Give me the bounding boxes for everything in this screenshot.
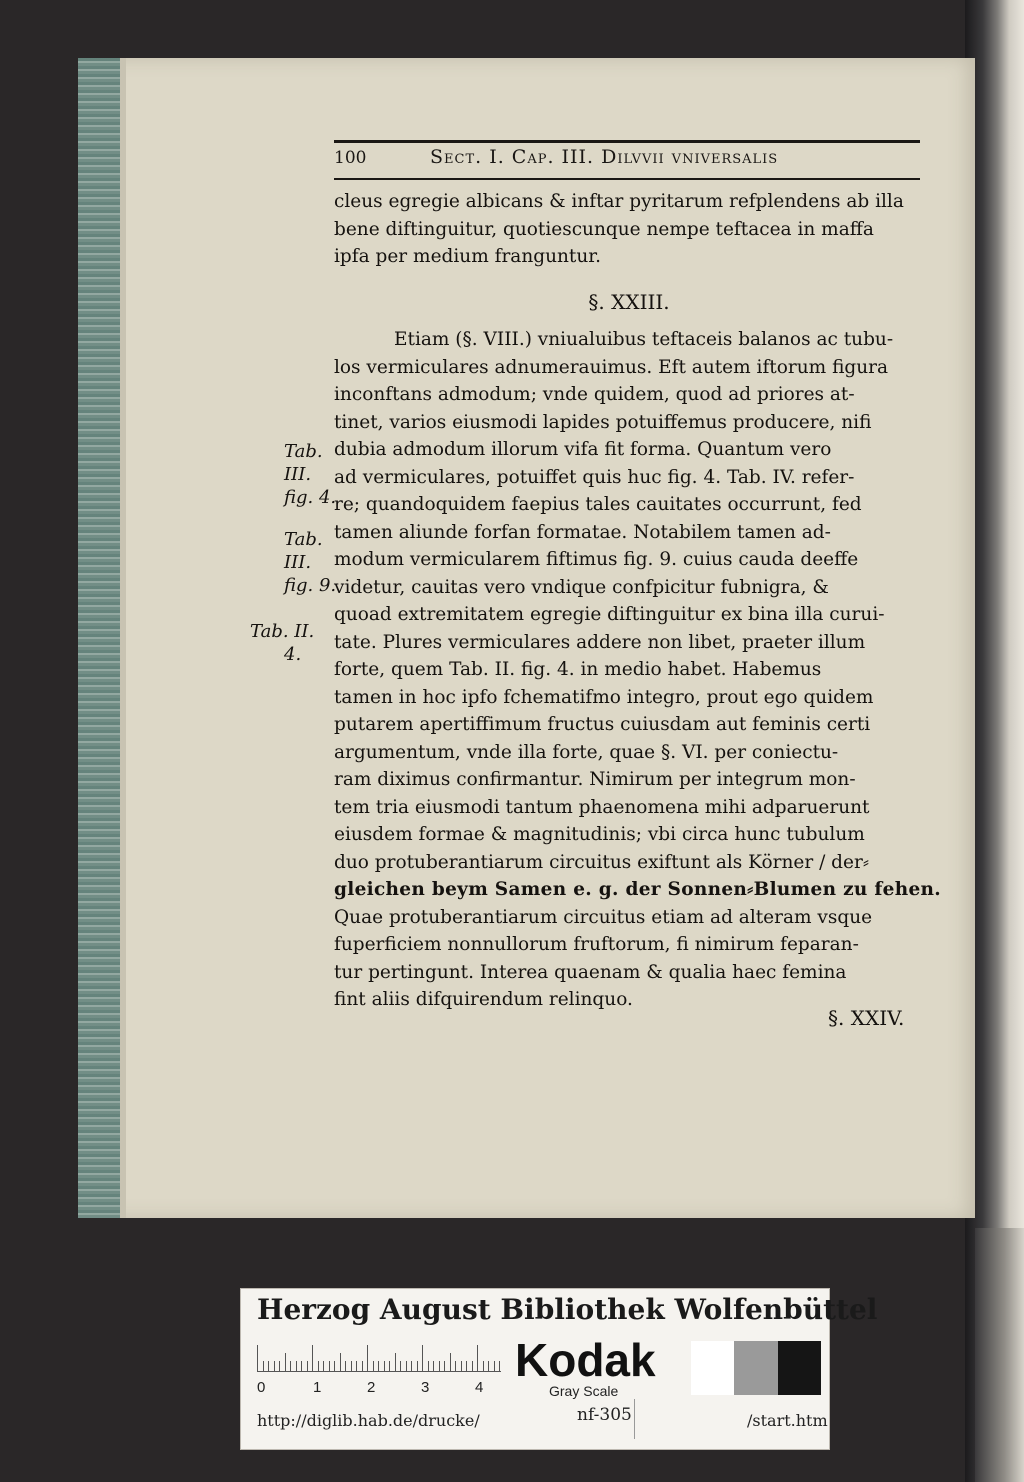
text-line: argumentum, vnde illa forte, quae §. VI. per coniectu- — [334, 741, 839, 763]
text-line-fraktur: gleichen beym Samen e. g. der Sonnen⸗Blumen zu fehen. — [334, 879, 942, 900]
ruler-tick — [450, 1353, 451, 1371]
ruler-tick — [384, 1361, 385, 1371]
ruler-number: 2 — [367, 1379, 376, 1396]
margin-note-line: Tab. II. — [250, 621, 315, 642]
margin-note-line: fig. 4. — [284, 487, 337, 508]
margin-note-line: Tab. — [284, 529, 323, 550]
margin-note-line: III. — [284, 464, 312, 485]
page-binding — [78, 58, 120, 1218]
header-rule-top — [334, 140, 920, 143]
text-line: re; quandoquidem faepius tales cauitates occurrunt, fed — [334, 494, 862, 515]
ruler-tick — [411, 1361, 412, 1371]
ruler-number: 1 — [313, 1379, 322, 1396]
ruler-tick — [455, 1361, 456, 1371]
ruler-tick — [285, 1353, 286, 1371]
ruler-tick — [428, 1361, 429, 1371]
start-path: /start.htm — [747, 1411, 828, 1430]
ruler-tick — [488, 1361, 489, 1371]
text-line: Quae protuberantiarum circuitus etiam ad alteram vsque — [334, 906, 873, 928]
ruler-tick — [466, 1361, 467, 1371]
text-line: ipfa per medium franguntur. — [334, 246, 601, 267]
text-line: putarem apertiffimum fructus cuiusdam aut feminis certi — [334, 714, 871, 735]
margin-note — [284, 528, 336, 597]
ruler-tick — [417, 1361, 418, 1371]
ruler-tick — [400, 1361, 401, 1371]
gray-patch-white — [691, 1341, 734, 1395]
ruler-tick — [367, 1345, 368, 1371]
ruler-tick — [373, 1361, 374, 1371]
text-line: videtur, cauitas vero vndique confpicitur fubnigra, & — [334, 576, 829, 598]
ruler-tick — [318, 1361, 319, 1371]
text-line: los vermiculares adnumerauimus. Eft autem iftorum figura — [334, 356, 889, 378]
ruler-tick — [334, 1361, 335, 1371]
text-line: modum vermicularem fiftimus fig. 9. cuius cauda deeffe — [334, 549, 859, 570]
ruler-tick — [340, 1353, 341, 1371]
ruler-number: 4 — [475, 1379, 484, 1396]
text-line: tamen in hoc ipfo fchematifmo integro, prout ego quidem — [334, 686, 874, 708]
text-line: tate. Plures vermiculares addere non libet, praeter illum — [334, 631, 866, 653]
text-line: bene diftinguitur, quotiescunque nempe teftacea in maffa — [334, 218, 874, 240]
ruler-tick — [345, 1361, 346, 1371]
text-line: fint aliis difquirendum relinquo. — [334, 989, 633, 1010]
text-line: ad vermiculares, potuiffet quis huc fig. 4. Tab. IV. refer- — [334, 466, 855, 488]
catchword: §. XXIV. — [828, 1006, 905, 1030]
ruler-tick — [378, 1361, 379, 1371]
body-text — [334, 188, 942, 1014]
margin-note — [250, 620, 314, 666]
text-line: fuperficiem nonnullorum fruftorum, fi nimirum feparan- — [334, 934, 859, 955]
ruler-tick — [301, 1361, 302, 1371]
ruler-tick — [483, 1361, 484, 1371]
ruler-number: 3 — [421, 1379, 430, 1396]
text-line: tinet, varios eiusmodi lapides potuiffemus producere, nifi — [334, 411, 872, 433]
margin-note-line: fig. 9. — [284, 575, 337, 596]
text-line: tur pertingunt. Interea quaenam & qualia haec femina — [334, 961, 847, 983]
text-line: cleus egregie albicans & inftar pyritarum refplendens ab illa — [334, 191, 904, 212]
ruler-tick — [444, 1361, 445, 1371]
text-line: ram diximus confirmantur. Nimirum per integrum mon- — [334, 769, 856, 790]
ruler-tick — [268, 1361, 269, 1371]
margin-note-line: 4. — [284, 644, 302, 665]
text-line: quoad extremitatem egregie diftinguitur ex bina illa curui- — [334, 604, 885, 625]
margin-note — [284, 440, 336, 509]
text-line: inconftans admodum; vnde quidem, quod ad priores at- — [334, 384, 855, 405]
ruler-tick — [329, 1361, 330, 1371]
page-header — [334, 140, 920, 180]
ruler-tick — [494, 1361, 495, 1371]
ruler-tick — [296, 1361, 297, 1371]
page-number: 100 — [334, 148, 367, 168]
separator — [634, 1399, 635, 1439]
ruler-number: 0 — [257, 1379, 266, 1396]
section-heading: §. XXIII. — [588, 289, 670, 314]
gray-patch-black — [778, 1341, 821, 1395]
ruler-scale — [257, 1341, 501, 1372]
header-rule-bottom — [334, 178, 920, 180]
ruler-tick — [307, 1361, 308, 1371]
ruler-tick — [499, 1361, 500, 1371]
ruler-tick — [356, 1361, 357, 1371]
binding-edge — [120, 58, 126, 1218]
text-line: Etiam (§. VIII.) vniualuibus teftaceis balanos ac tubu- — [394, 329, 894, 350]
ruler-tick — [395, 1353, 396, 1371]
ruler-tick — [279, 1361, 280, 1371]
text-line: tamen aliunde forfan formatae. Notabilem tamen ad- — [334, 521, 831, 543]
ruler-tick — [477, 1345, 478, 1371]
library-title: Herzog August Bibliothek Wolfenbüttel — [257, 1293, 878, 1326]
shelf-signature: nf-305 — [577, 1405, 632, 1425]
running-title: Sect. I. Cap. III. Dilvvii vniversalis — [430, 146, 779, 168]
ruler-tick — [290, 1361, 291, 1371]
library-url: http://diglib.hab.de/drucke/ — [257, 1411, 480, 1430]
ruler-tick — [439, 1361, 440, 1371]
text-line: duo protuberantiarum circuitus exiftunt als Körner / der⸗ — [334, 851, 869, 873]
gray-scale-patches — [691, 1341, 821, 1395]
ruler-tick — [406, 1361, 407, 1371]
margin-note-line: Tab. — [284, 441, 323, 462]
gray-scale-label: Gray Scale — [549, 1383, 619, 1399]
gray-patch-mid — [734, 1341, 777, 1395]
kodak-logo: Kodak — [515, 1334, 656, 1386]
margin-note-line: III. — [284, 552, 312, 573]
scanner-edge-lower — [975, 1228, 1024, 1482]
ruler-tick — [351, 1361, 352, 1371]
ruler-tick — [362, 1361, 363, 1371]
text-line: eiusdem formae & magnitudinis; vbi circa hunc tubulum — [334, 824, 865, 845]
ruler-tick — [257, 1345, 258, 1371]
library-card — [240, 1288, 878, 1450]
ruler-tick — [389, 1361, 390, 1371]
ruler-tick — [433, 1361, 434, 1371]
ruler-tick — [472, 1361, 473, 1371]
text-line: dubia admodum illorum vifa fit forma. Quantum vero — [334, 439, 832, 460]
text-line: tem tria eiusmodi tantum phaenomena mihi adparuerunt — [334, 796, 870, 818]
ruler-tick — [274, 1361, 275, 1371]
ruler-tick — [323, 1361, 324, 1371]
ruler-tick — [263, 1361, 264, 1371]
ruler-tick — [461, 1361, 462, 1371]
ruler-tick — [312, 1345, 313, 1371]
text-line: forte, quem Tab. II. fig. 4. in medio habet. Habemus — [334, 659, 822, 680]
ruler-tick — [422, 1345, 423, 1371]
